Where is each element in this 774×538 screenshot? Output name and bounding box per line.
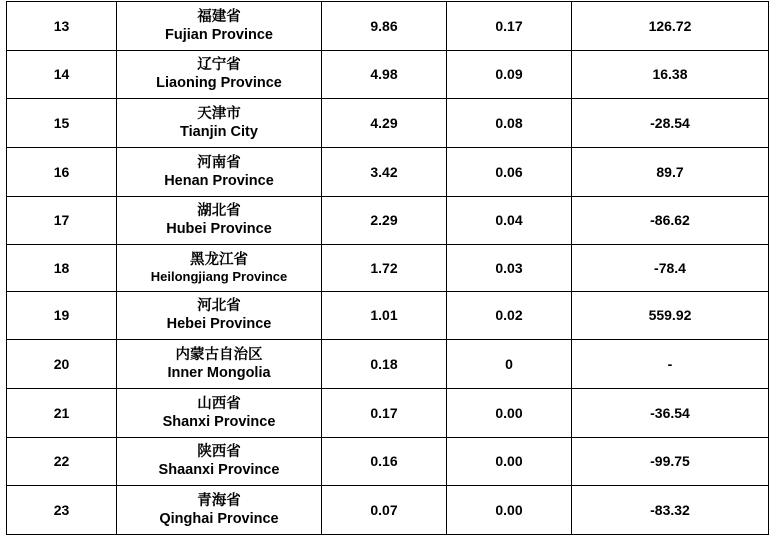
cell-province-name bbox=[117, 486, 322, 535]
table-row bbox=[7, 147, 769, 196]
province-name-cn: 河南省 bbox=[197, 154, 241, 171]
cell-rank: 18 bbox=[7, 245, 117, 291]
province-name-en: Qinghai Province bbox=[159, 511, 279, 528]
cell-province-name bbox=[117, 196, 322, 245]
cell-value-3: -78.4 bbox=[572, 245, 769, 291]
cell-rank: 13 bbox=[7, 2, 117, 51]
table-row bbox=[7, 99, 769, 148]
province-name-en: Inner Mongolia bbox=[167, 365, 271, 382]
cell-value-3: 559.92 bbox=[572, 291, 769, 340]
cell-value-2: 0.03 bbox=[447, 245, 572, 291]
cell-value-2: 0 bbox=[447, 340, 572, 389]
cell-rank: 17 bbox=[7, 196, 117, 245]
cell-rank: 19 bbox=[7, 291, 117, 340]
province-name-cn: 河北省 bbox=[197, 298, 241, 315]
province-name-cn: 内蒙古自治区 bbox=[175, 346, 263, 363]
cell-value-1: 9.86 bbox=[322, 2, 447, 51]
cell-rank: 20 bbox=[7, 340, 117, 389]
table-row bbox=[7, 340, 769, 389]
cell-value-2: 0.02 bbox=[447, 291, 572, 340]
table-row bbox=[7, 196, 769, 245]
cell-value-1: 0.18 bbox=[322, 340, 447, 389]
cell-value-3: -86.62 bbox=[572, 196, 769, 245]
cell-value-1: 0.16 bbox=[322, 437, 447, 486]
cell-province-name bbox=[117, 437, 322, 486]
cell-province-name bbox=[117, 147, 322, 196]
cell-value-2: 0.08 bbox=[447, 99, 572, 148]
table-row bbox=[7, 486, 769, 535]
cell-rank: 15 bbox=[7, 99, 117, 148]
cell-value-2: 0.04 bbox=[447, 196, 572, 245]
cell-rank: 14 bbox=[7, 50, 117, 99]
cell-province-name bbox=[117, 2, 322, 51]
cell-value-3: -99.75 bbox=[572, 437, 769, 486]
province-name-en: Liaoning Province bbox=[156, 75, 282, 92]
cell-value-2: 0.06 bbox=[447, 147, 572, 196]
cell-value-1: 1.72 bbox=[322, 245, 447, 291]
table-row bbox=[7, 437, 769, 486]
table-row bbox=[7, 2, 769, 51]
cell-province-name bbox=[117, 388, 322, 437]
table-body bbox=[7, 2, 769, 535]
province-name-en: Shanxi Province bbox=[162, 413, 276, 430]
cell-value-1: 0.17 bbox=[322, 388, 447, 437]
cell-value-3: 16.38 bbox=[572, 50, 769, 99]
cell-rank: 21 bbox=[7, 388, 117, 437]
cell-value-3: -28.54 bbox=[572, 99, 769, 148]
province-name-en: Shaanxi Province bbox=[158, 462, 280, 479]
cell-value-2: 0.00 bbox=[447, 486, 572, 535]
province-name-cn: 青海省 bbox=[197, 492, 241, 509]
province-name-cn: 福建省 bbox=[197, 8, 241, 25]
province-name-cn: 辽宁省 bbox=[197, 57, 241, 74]
cell-province-name bbox=[117, 99, 322, 148]
province-data-table bbox=[6, 1, 769, 535]
province-name-cn: 黑龙江省 bbox=[190, 251, 248, 268]
province-name-cn: 天津市 bbox=[197, 105, 241, 122]
cell-value-3: 89.7 bbox=[572, 147, 769, 196]
cell-value-2: 0.00 bbox=[447, 388, 572, 437]
cell-value-2: 0.00 bbox=[447, 437, 572, 486]
province-name-cn: 湖北省 bbox=[197, 203, 241, 220]
cell-rank: 23 bbox=[7, 486, 117, 535]
table-row bbox=[7, 388, 769, 437]
province-name-en: Hebei Province bbox=[166, 316, 272, 333]
cell-value-3: -36.54 bbox=[572, 388, 769, 437]
cell-province-name bbox=[117, 245, 322, 291]
province-name-en: Heilongjiang Province bbox=[150, 268, 288, 284]
cell-rank: 16 bbox=[7, 147, 117, 196]
cell-province-name bbox=[117, 50, 322, 99]
province-name-cn: 陕西省 bbox=[197, 444, 241, 461]
cell-value-1: 2.29 bbox=[322, 196, 447, 245]
table-row bbox=[7, 50, 769, 99]
cell-value-1: 1.01 bbox=[322, 291, 447, 340]
province-name-en: Fujian Province bbox=[165, 26, 273, 43]
province-name-en: Henan Province bbox=[164, 172, 274, 189]
table-row bbox=[7, 245, 769, 291]
cell-rank: 22 bbox=[7, 437, 117, 486]
cell-value-1: 0.07 bbox=[322, 486, 447, 535]
cell-value-3: -83.32 bbox=[572, 486, 769, 535]
province-name-cn: 山西省 bbox=[197, 395, 241, 412]
cell-value-2: 0.17 bbox=[447, 2, 572, 51]
cell-value-2: 0.09 bbox=[447, 50, 572, 99]
cell-value-3: - bbox=[572, 340, 769, 389]
cell-value-3: 126.72 bbox=[572, 2, 769, 51]
cell-value-1: 3.42 bbox=[322, 147, 447, 196]
province-name-en: Tianjin City bbox=[180, 124, 258, 141]
cell-value-1: 4.29 bbox=[322, 99, 447, 148]
table-row bbox=[7, 291, 769, 340]
cell-province-name bbox=[117, 340, 322, 389]
cell-province-name bbox=[117, 291, 322, 340]
cell-value-1: 4.98 bbox=[322, 50, 447, 99]
province-name-en: Hubei Province bbox=[166, 221, 272, 238]
